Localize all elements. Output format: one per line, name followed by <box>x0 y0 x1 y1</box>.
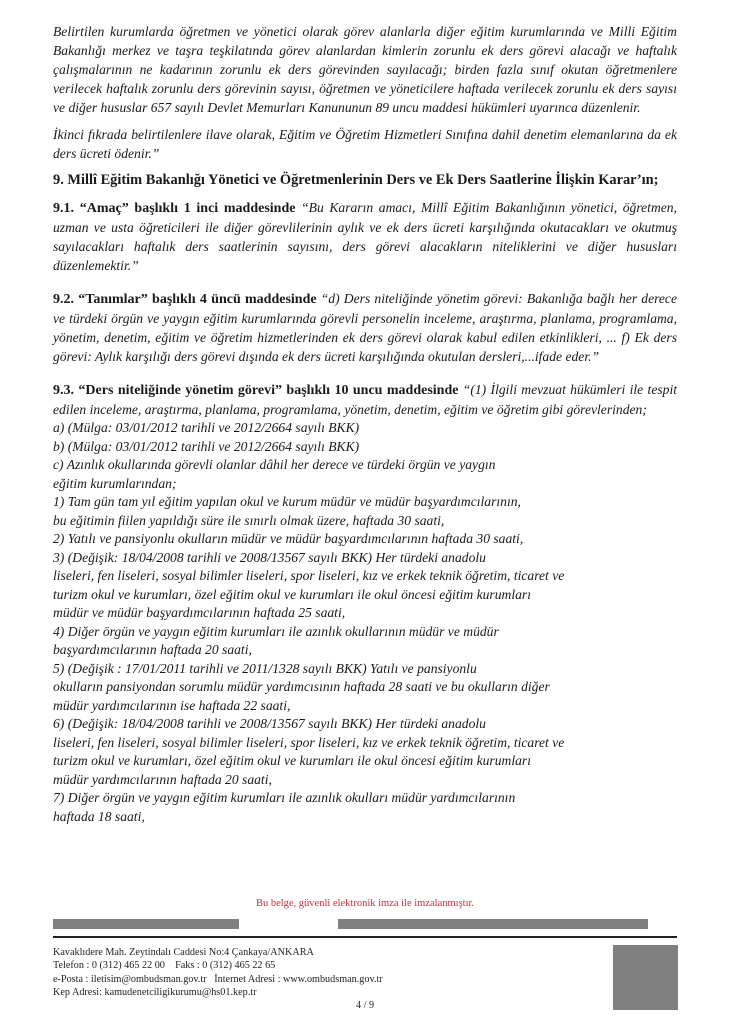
list-line: 5) (Değişik : 17/01/2011 tarihli ve 2011/1328 sayılı BKK) Yatılı ve pansiyonlu <box>53 660 477 676</box>
article-9-1-text: “Bu Kararın amacı, Millî Eğitim Bakanlığının yönetici, öğretmen, uzman ve usta öğreticileri ile diğer görevlilerinin aylık ve ek ders ücreti karşılığında okutacakları ve okutmuş sayılacakları haftalık ders saatlerinin sayısını, ders görevi alacakların niteliklerini ve diğer hususları düzenlemektir.” <box>53 200 677 273</box>
list-line: 4) Diğer örgün ve yaygın eğitim kurumları ile azınlık okullarının müdür ve müdür <box>53 623 499 639</box>
redacted-signature-block <box>53 919 239 929</box>
footer-phone-fax: Telefon : 0 (312) 465 22 00 Faks : 0 (312) 465 22 65 <box>53 960 276 972</box>
list-line: liseleri, fen liseleri, sosyal bilimler liseleri, spor liseleri, kız ve erkek teknik öğretim, ticaret ve <box>53 734 565 750</box>
footer-contact <box>53 946 383 999</box>
list-line: 7) Diğer örgün ve yaygın eğitim kurumları ile azınlık okulları müdür yardımcılarının <box>53 790 516 805</box>
list-line: 2) Yatılı ve pansiyonlu okulların müdür ve müdür başyardımcılarının haftada 30 saati, <box>53 531 524 546</box>
article-9-1 <box>53 198 677 275</box>
footer-divider <box>53 936 677 938</box>
second-paragraph: İkinci fıkrada belirtilenlere ilave olarak, Eğitim ve Öğretim Hizmetleri Sınıfına dahil denetim elemanlarına da ek ders ücreti ödenir.” <box>53 127 677 161</box>
list-line: liseleri, fen liseleri, sosyal bilimler liseleri, spor liseleri, kız ve erkek teknik öğretim, ticaret ve <box>53 568 565 583</box>
list-line: müdür yardımcılarının ise haftada 22 saati, <box>53 697 291 713</box>
list-line: b) (Mülga: 03/01/2012 tarihli ve 2012/2664 sayılı BKK) <box>53 438 360 454</box>
section-heading: 9. Millî Eğitim Bakanlığı Yönetici ve Öğretmenlerinin Ders ve Ek Ders Saatlerine İlişkin Karar’ın; <box>53 172 659 188</box>
list-line: a) (Mülga: 03/01/2012 tarihli ve 2012/2664 sayılı BKK) <box>53 420 360 435</box>
list-line: müdür ve müdür başyardımcılarının haftada 25 saati, <box>53 605 346 620</box>
list-line: 3) (Değişik: 18/04/2008 tarihli ve 2008/13567 sayılı BKK) Her türdeki anadolu <box>53 549 486 565</box>
document-body <box>53 22 677 826</box>
list-line: turizm okul ve kurumları, özel eğitim okul ve kurumları ile okul öncesi eğitim kurumları <box>53 586 531 602</box>
redacted-qr-code <box>613 945 678 1010</box>
list-line: okulların pansiyondan sorumlu müdür yardımcısının haftada 28 saati ve bu okulların diğer <box>53 679 550 694</box>
list-line: 6) (Değişik: 18/04/2008 tarihli ve 2008/13567 sayılı BKK) Her türdeki anadolu <box>53 716 486 731</box>
list-line: müdür yardımcılarının haftada 20 saati, <box>53 771 272 787</box>
footer-email-web: e-Posta : iletisim@ombudsman.gov.tr İnternet Adresi : www.ombudsman.gov.tr <box>53 973 383 985</box>
list-line: haftada 18 saati, <box>53 808 145 824</box>
intro-paragraph: Belirtilen kurumlarda öğretmen ve yönetici olarak görev alanlarla diğer eğitim kurumlarında ve Milli Eğitim Bakanlığı merkez ve taşra teşkilatında görev alanlardan kimlerin zorunlu ek ders görevi alacağı ve haftalık çalışmalarının ne kadarının zorunlu ek ders görevinden sayılacağı; birden fazla sınıf okutan öğretmenlere verilecek haftalık zorunlu ders görevinin sayısı, öğretmen ve yöneticilere haftada verilecek zorunlu ek ders sayısı ve diğer hususlar 657 sayılı Devlet Memurları Kanununun 89 uncu maddesi hükümleri uyarınca düzenlenir. <box>53 24 677 115</box>
article-9-3 <box>53 380 677 419</box>
list-line: 1) Tam gün tam yıl eğitim yapılan okul ve kurum müdür ve müdür başyardımcılarının, <box>53 494 521 509</box>
signature-notice: Bu belge, güvenli elektronik imza ile imzalanmıştır. <box>255 898 475 909</box>
footer-kep: Kep Adresi: kamudenetciligikurumu@hs01.kep.tr <box>53 986 257 998</box>
article-9-3-text: “(1) İlgili mevzuat hükümleri ile tespit edilen inceleme, araştırma, planlama, programlama, yönetim, denetim, eğitim ve öğretim gibi görevlerinden; <box>53 382 677 417</box>
footer-address: Kavaklıdere Mah. Zeytindalı Caddesi No:4 Çankaya/ANKARA <box>53 947 314 958</box>
redacted-signature-block <box>338 919 648 929</box>
article-9-2 <box>53 289 677 366</box>
article-9-2-lead: 9.2. “Tanımlar” başlıklı 4 üncü maddesinde <box>53 292 317 307</box>
article-9-1-lead: 9.1. “Amaç” başlıklı 1 inci maddesinde <box>53 201 296 216</box>
list-line: c) Azınlık okullarında görevli olanlar dâhil her derece ve türdeki örgün ve yaygın <box>53 457 496 472</box>
list-line: başyardımcılarının haftada 20 saati, <box>53 642 252 657</box>
list-line: eğitim kurumlarından; <box>53 475 177 491</box>
page-number: 4 / 9 <box>355 1000 375 1011</box>
article-9-2-text: “d) Ders niteliğinde yönetim görevi: Bakanlığa bağlı her derece ve türdeki örgün ve yaygın eğitim kurumlarında görevli personelin inceleme, araştırma, planlama, programlama, yönetim, denetim, eğitim ve öğretim hizmetlerinden ek ders görevi olarak kabul edilen etkinlikleri, ... f) Ek ders görevi: Aylık karşılığı ders görevi dışında ek ders ücreti karşılığında okutulan dersleri,...ifade eder.” <box>53 291 677 364</box>
article-9-3-lead: 9.3. “Ders niteliğinde yönetim görevi” başlıklı 10 uncu maddesinde <box>53 383 459 398</box>
article-9-3-list <box>53 419 677 826</box>
list-line: turizm okul ve kurumları, özel eğitim okul ve kurumları ile okul öncesi eğitim kurumları <box>53 753 531 768</box>
list-line: bu eğitimin fiilen yapıldığı süre ile sınırlı olmak üzere, haftada 30 saati, <box>53 512 445 528</box>
